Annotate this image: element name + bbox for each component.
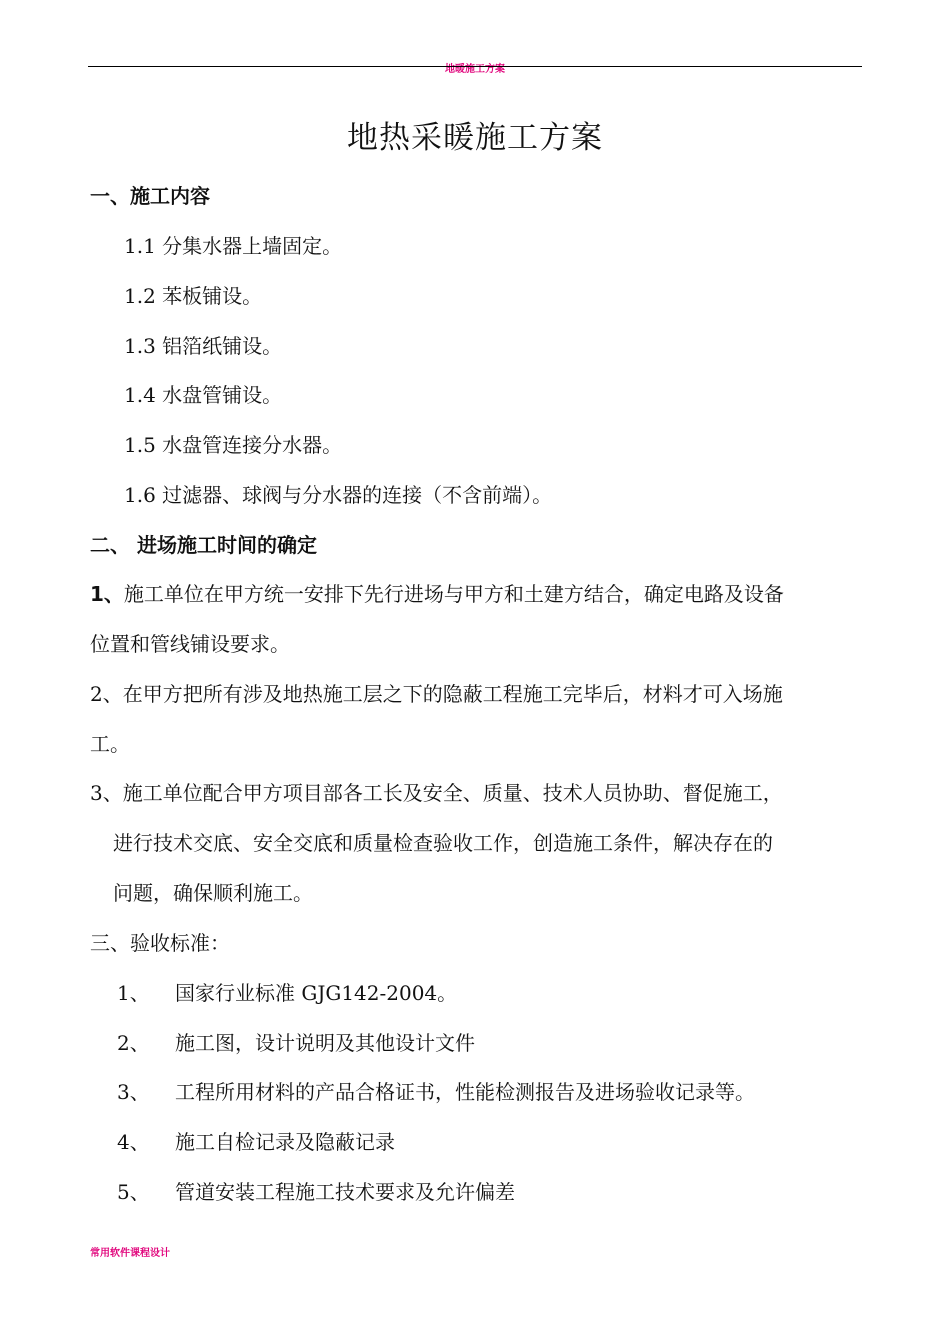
paragraph-line: 2、在甲方把所有涉及地热施工层之下的隐蔽工程施工完毕后，材料才可入场施 bbox=[90, 682, 783, 706]
standard-item-text: 国家行业标准 GJG142-2004。 bbox=[175, 981, 458, 1005]
standard-item-number: 4、 bbox=[117, 1130, 150, 1154]
content-item: 1.1 分集水器上墙固定。 bbox=[124, 234, 343, 258]
standard-item-number: 3、 bbox=[117, 1080, 150, 1104]
standard-item-text: 工程所用材料的产品合格证书，性能检测报告及进场验收记录等。 bbox=[175, 1080, 755, 1104]
standard-item bbox=[117, 1029, 475, 1057]
page-header-text: 地暖施工方案 bbox=[445, 64, 505, 75]
section-heading-content: 一、施工内容 bbox=[90, 184, 210, 208]
standard-item-number: 5、 bbox=[117, 1180, 150, 1204]
content-item: 1.5 水盘管连接分水器。 bbox=[124, 433, 343, 457]
standard-item-text: 管道安装工程施工技术要求及允许偏差 bbox=[175, 1180, 515, 1204]
standard-item-text: 施工图，设计说明及其他设计文件 bbox=[175, 1031, 475, 1055]
standard-item-number: 1、 bbox=[117, 981, 150, 1005]
content-item: 1.2 苯板铺设。 bbox=[124, 284, 263, 308]
content-item: 1.3 铝箔纸铺设。 bbox=[124, 334, 283, 358]
paragraph-text: 施工单位在甲方统一安排下先行进场与甲方和土建方结合，确定电路及设备 bbox=[123, 582, 784, 606]
document-title: 地热采暖施工方案 bbox=[347, 120, 603, 156]
section-heading-acceptance: 三、验收标准： bbox=[90, 931, 230, 955]
paragraph-line bbox=[90, 580, 784, 608]
paragraph-line: 问题，确保顺利施工。 bbox=[113, 881, 313, 905]
paragraph-line: 进行技术交底、安全交底和质量检查验收工作，创造施工条件，解决存在的 bbox=[113, 831, 773, 855]
standard-item bbox=[117, 1128, 395, 1156]
header-rule bbox=[88, 66, 862, 67]
standard-item bbox=[117, 1178, 515, 1206]
standard-item bbox=[117, 1078, 755, 1106]
page-footer-text: 常用软件课程设计 bbox=[90, 1248, 170, 1259]
paragraph-number: 1、 bbox=[90, 582, 124, 606]
paragraph-line: 3、施工单位配合甲方项目部各工长及安全、质量、技术人员协助、督促施工， bbox=[90, 781, 783, 805]
standard-item-number: 2、 bbox=[117, 1031, 150, 1055]
section-heading-schedule: 二、 进场施工时间的确定 bbox=[90, 533, 317, 557]
standard-item-text: 施工自检记录及隐蔽记录 bbox=[175, 1130, 395, 1154]
paragraph-line: 位置和管线铺设要求。 bbox=[90, 632, 290, 656]
content-item: 1.6 过滤器、球阀与分水器的连接（不含前端）。 bbox=[124, 483, 553, 507]
standard-item bbox=[117, 979, 457, 1007]
paragraph-line: 工。 bbox=[90, 732, 130, 756]
content-item: 1.4 水盘管铺设。 bbox=[124, 383, 283, 407]
